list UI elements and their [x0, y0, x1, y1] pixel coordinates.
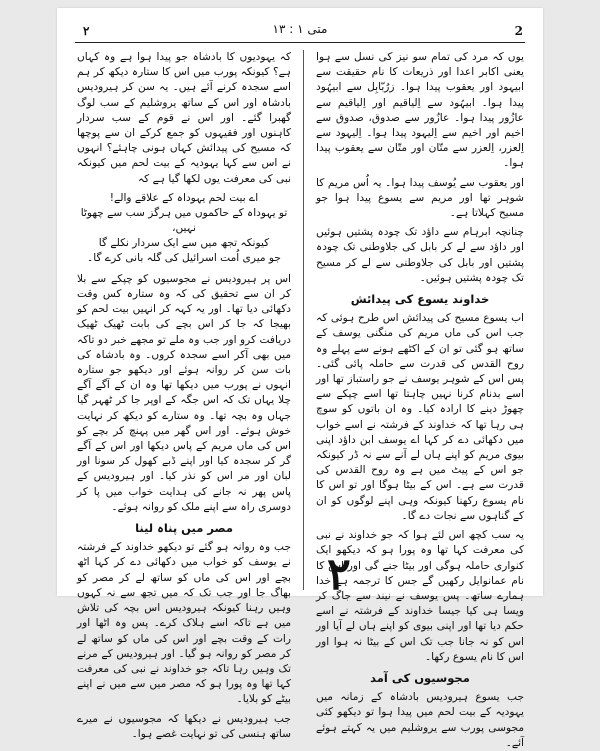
poem-line: اے بیت لحم یہوداہ کے علاقے والے!	[109, 191, 259, 204]
page-number-latin: 2	[514, 24, 523, 38]
poem-line: کیونکہ تجھ میں سے ایک سردار نکلے گا	[98, 236, 270, 249]
joseph-paragraph: اور یعقوب سے یُوسف پیدا ہوا۔ یہ اُس مریم کا شوہر تھا اور مریم سے یسوع پیدا ہوا جو مسیح کہلاتا ہے۔	[316, 176, 524, 220]
magi-paragraph: جب یسوع ہیرودیس بادشاہ کے زمانہ میں یہودیہ کے بیت لحم میں پیدا ہوا تو دیکھو کئی مجوسی پورب سے یروشلیم میں یہ کہتے ہوئے آئے۔	[316, 691, 524, 749]
generations-paragraph: چنانچہ ابرہام سے داؤد تک چودہ پشتیں ہوئیں اور داؤد سے لے کر بابل کی جلاوطنی تک چودہ پشتیں اور بابل کی جلاوطنی سے لے کر مسیح تک چودہ پشتیں ہوئیں۔	[316, 226, 524, 284]
running-title: متی ۱ : ۱۳	[272, 22, 328, 36]
right-column	[316, 50, 524, 749]
header-rule	[75, 42, 525, 43]
section-heading-birth: خداوند یسوع کی پیدائش	[350, 292, 490, 307]
poem-line: تو یہوداہ کے حاکموں میں ہرگز سب سے چھوٹا نہیں،	[80, 206, 288, 234]
chapter-number: ۲	[327, 549, 351, 600]
section-heading-egypt: مصر میں پناہ لینا	[135, 521, 233, 536]
book-page	[57, 8, 543, 749]
herod-paragraph: جب ہیرودیس نے دیکھا کہ مجوسیوں نے میرے ساتھ ہنسی کی تو نہایت غصے ہوا۔	[77, 712, 291, 740]
star-paragraph: اس پر ہیرودیس نے مجوسیوں کو چپکے سے بلا کر ان سے تحقیق کی کہ وہ ستارہ کس وقت دکھائی دیا تھا۔ اور یہ کہہ کر انہیں بیت لحم کو بھیجا کہ جا کر اس بچے کی بابت ٹھیک ٹھیک دریافت کرو اور جب وہ ملے تو مجھے خبر دو تاکہ میں بھی آکر اسے سجدہ کروں۔ وہ بادشاہ کی بات سن کر روانہ ہوئے اور دیکھو جو ستارہ انہوں نے پورب میں دیکھا تھا وہ ان کے آگے آگے چلا یہاں تک کہ اس جگہ کے اوپر جا کر ٹھہر گیا جہاں وہ بچہ تھا۔ وہ ستارے کو دیکھ کر نہایت خوش ہوئے۔ اور اس گھر میں پہنچ کر بچے کو اس کی ماں مریم کے پاس دیکھا اور اس کے آگے گر کر سجدہ کیا اور اپنے ڈبے کھول کر سونا اور لبان اور مر اس کو نذر کیا۔ اور ہیرودیس کے پاس پھر نہ جانے کی ہدایت خواب میں پا کر دوسری راہ سے اپنے ملک کو روانہ ہوئے۔	[77, 272, 291, 513]
poem-line: جو میری اُمت اسرائیل کی گلہ بانی کرے گا۔	[87, 251, 281, 264]
genealogy-paragraph: یوں کہ مرد کی تمام سو نیز کی نسل سے ہوا یعنی اکابر اعدا اور ذریعات کا نام حقیقت سے ابیہود اور یعقوب پیدا ہوا۔ زرُبّابِل سے ابیہُود پیدا ہوا۔ ابیہُود سے اِلیاقیم اور اِلیاقیم سے عازُور پیدا ہوا۔ عازُور سے صدوق، صدوق سے اخیم اور اخیم سے اِلیہود پیدا ہوا۔ اِلیہود سے اِلعزر، اِلعزر سے متّان اور متّان سے یعقوب پیدا ہوا۔	[316, 51, 524, 170]
magi-question-paragraph: کہ یہودیوں کا بادشاہ جو پیدا ہوا ہے وہ کہاں ہے؟ کیونکہ پورب میں اس کا ستارہ دیکھ کر ہم اسے سجدہ کرنے آئے ہیں۔ یہ سن کر ہیرودیس بادشاہ اور اس کے ساتھ یروشلیم کے سب لوگ گھبرا گئے۔ اور اس نے قوم کے سب سردار کاہنوں اور فقیہوں کو جمع کرکے ان سے پوچھا کہ مسیح کی پیدائش کہاں ہونی چاہئے؟ انہوں نے اس سے کہا یہودیہ کے بیت لحم میں کیونکہ نبی کی معرفت یوں لکھا گیا ہے کہ	[77, 51, 291, 185]
prophecy-poem	[77, 191, 291, 266]
page-number-urdu: ۲	[83, 24, 90, 38]
section-heading-magi: مجوسیوں کی آمد	[370, 670, 470, 685]
column-divider	[303, 50, 304, 590]
birth-paragraph: اب یسوع مسیح کی پیدائش اس طرح ہوئی کہ جب اس کی ماں مریم کی منگنی یوسف کے ساتھ ہو گئی تو ان کے اکٹھے ہونے سے پہلے وہ روح القدس کی قدرت سے حاملہ پائی گئی۔ پس اس کے شوہر یوسف نے جو راستباز تھا اور اسے بدنام کرنا نہیں چاہتا تھا اسے چپکے سے چھوڑ دینے کا ارادہ کیا۔ وہ ان باتوں کو سوچ ہی رہا تھا کہ خداوند کے فرشتہ نے اسے خواب میں دکھائی دے کر کہا اے یوسف ابن داؤد اپنی بیوی مریم کو اپنے ہاں لے آنے سے نہ ڈر کیونکہ جو اس کے پیٹ میں ہے وہ روح القدس کی قدرت سے ہے۔ اس کے بیٹا ہوگا اور تو اس کا نام یسوع رکھنا کیونکہ وہی اپنے لوگوں کو ان کے گناہوں سے نجات دے گا۔	[316, 312, 524, 522]
left-column	[77, 50, 291, 740]
egypt-paragraph: جب وہ روانہ ہو گئے تو دیکھو خداوند کے فرشتہ نے یوسف کو خواب میں دکھائی دے کر کہا اٹھ بچے اور اس کی ماں کو ساتھ لے کر مصر کو بھاگ جا اور جب تک کہ میں تجھ سے نہ کہوں وہیں رہنا کیونکہ ہیرودیس اس بچہ کی تلاش میں ہے تاکہ اسے ہلاک کرے۔ پس وہ اٹھا اور رات کے وقت بچے اور اس کی ماں کو ساتھ لے کر مصر کو روانہ ہو گیا۔ اور ہیرودیس کے مرنے تک وہیں رہا تاکہ جو خداوند نے نبی کی معرفت کہا تھا وہ پورا ہو کہ مصر میں سے میں نے اپنے بیٹے کو بلایا۔	[77, 541, 291, 706]
prophecy-paragraph: یہ سب کچھ اس لئے ہوا کہ جو خداوند نے نبی کی معرفت کہا تھا وہ پورا ہو کہ دیکھو ایک کنواری حاملہ ہوگی اور بیٹا جنے گی اور اس کا نام عمانوایل رکھیں گے جس کا ترجمہ ہے خدا ہمارے ساتھ۔ پس یوسف نے نیند سے جاگ کر ویسا ہی کیا جیسا خداوند کے فرشتہ نے اسے حکم دیا تھا اور اپنی بیوی کو اپنے ہاں لے آیا اور اس کو نہ جانا جب تک اس کے بیٹا نہ ہوا اور اس کا نام یسوع رکھا۔	[316, 529, 524, 663]
